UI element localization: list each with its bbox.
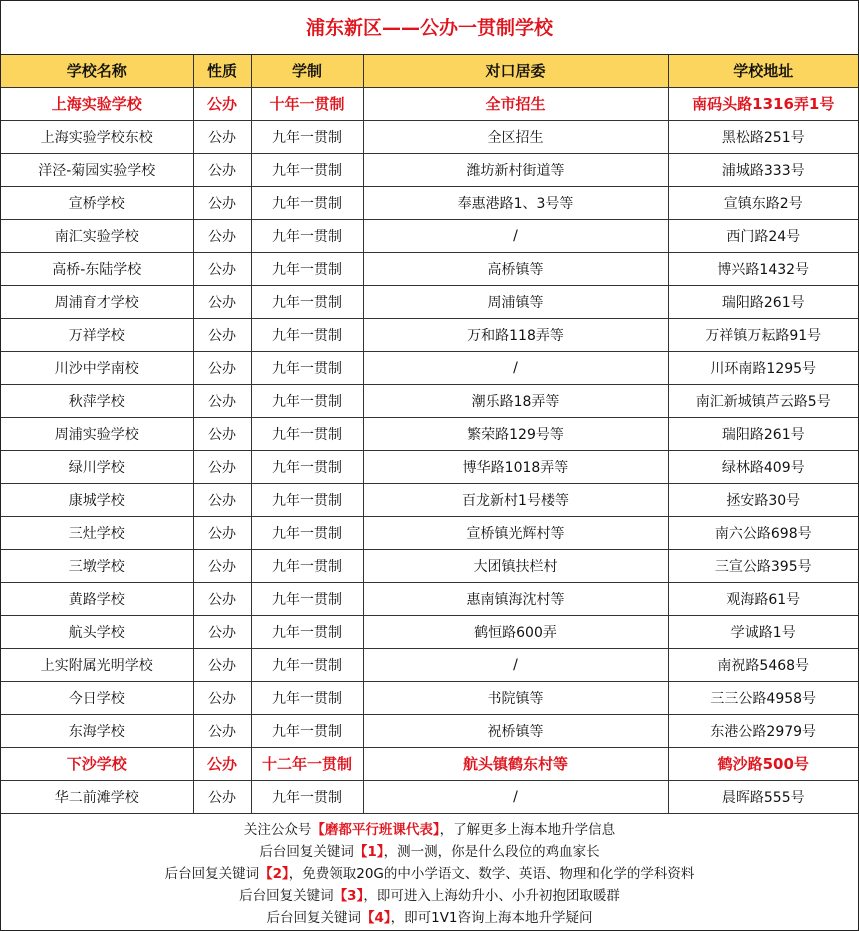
table-row (1, 318, 858, 351)
cell-type: 公办 (193, 648, 251, 681)
cell-address: 三宣公路395号 (668, 549, 858, 582)
cell-address: 瑞阳路261号 (668, 417, 858, 450)
header-system: 学制 (251, 55, 363, 87)
cell-district: 潮乐路18弄等 (363, 384, 668, 417)
cell-district: 高桥镇等 (363, 252, 668, 285)
cell-school-name: 华二前滩学校 (1, 780, 193, 813)
cell-system: 九年一贯制 (251, 120, 363, 153)
table-row (1, 615, 858, 648)
cell-system: 十年一贯制 (251, 87, 363, 120)
cell-type: 公办 (193, 252, 251, 285)
cell-address: 南祝路5468号 (668, 648, 858, 681)
cell-type: 公办 (193, 747, 251, 780)
cell-system: 九年一贯制 (251, 615, 363, 648)
footer-post: ，即可1V1咨询上海本地升学疑问 (390, 909, 593, 926)
cell-address: 西门路24号 (668, 219, 858, 252)
cell-school-name: 宣桥学校 (1, 186, 193, 219)
table-row (1, 417, 858, 450)
table-row (1, 549, 858, 582)
cell-district: 百龙新村1号楼等 (363, 483, 668, 516)
cell-district: 奉惠港路1、3号等 (363, 186, 668, 219)
cell-type: 公办 (193, 549, 251, 582)
cell-district: 书院镇等 (363, 681, 668, 714)
cell-school-name: 川沙中学南校 (1, 351, 193, 384)
cell-system: 九年一贯制 (251, 450, 363, 483)
footer-pre: 后台回复关键词 (239, 887, 334, 904)
cell-school-name: 下沙学校 (1, 747, 193, 780)
table-row (1, 186, 858, 219)
cell-type: 公办 (193, 87, 251, 120)
cell-district: / (363, 780, 668, 813)
footer-hl: 【1】 (353, 843, 384, 860)
cell-system: 九年一贯制 (251, 648, 363, 681)
cell-system: 九年一贯制 (251, 780, 363, 813)
cell-address: 黑松路251号 (668, 120, 858, 153)
cell-school-name: 康城学校 (1, 483, 193, 516)
cell-school-name: 上海实验学校 (1, 87, 193, 120)
cell-address: 瑞阳路261号 (668, 285, 858, 318)
cell-system: 十二年一贯制 (251, 747, 363, 780)
cell-system: 九年一贯制 (251, 252, 363, 285)
footer-line (1, 819, 858, 841)
cell-district: 万和路118弄等 (363, 318, 668, 351)
cell-district: 鹤恒路600弄 (363, 615, 668, 648)
footer-line (1, 863, 858, 885)
footer-hl: 【磨都平行班课代表】 (311, 821, 440, 838)
cell-school-name: 黄路学校 (1, 582, 193, 615)
cell-district: / (363, 351, 668, 384)
cell-type: 公办 (193, 516, 251, 549)
table-header-row (1, 55, 858, 87)
cell-type: 公办 (193, 219, 251, 252)
cell-address: 南码头路1316弄1号 (668, 87, 858, 120)
footer-post: ，免费领取20G的中小学语文、数学、英语、物理和化学的学科资料 (288, 865, 695, 882)
cell-school-name: 秋萍学校 (1, 384, 193, 417)
table-row (1, 153, 858, 186)
footer-hl: 【3】 (333, 887, 364, 904)
cell-system: 九年一贯制 (251, 516, 363, 549)
footer-pre: 后台回复关键词 (164, 865, 260, 882)
cell-type: 公办 (193, 417, 251, 450)
cell-system: 九年一贯制 (251, 417, 363, 450)
footer-line (1, 907, 858, 929)
table-row (1, 384, 858, 417)
cell-type: 公办 (193, 681, 251, 714)
table-row (1, 648, 858, 681)
cell-type: 公办 (193, 120, 251, 153)
cell-school-name: 绿川学校 (1, 450, 193, 483)
header-address: 学校地址 (668, 55, 858, 87)
cell-type: 公办 (193, 384, 251, 417)
cell-type: 公办 (193, 582, 251, 615)
cell-district: 宣桥镇光辉村等 (363, 516, 668, 549)
table-row (1, 120, 858, 153)
cell-type: 公办 (193, 714, 251, 747)
cell-system: 九年一贯制 (251, 153, 363, 186)
page-title: 浦东新区——公办一贯制学校 (1, 1, 858, 55)
school-table (1, 55, 858, 814)
cell-district: / (363, 648, 668, 681)
cell-school-name: 万祥学校 (1, 318, 193, 351)
cell-district: 博华路1018弄等 (363, 450, 668, 483)
cell-address: 川环南路1295号 (668, 351, 858, 384)
header-school-name: 学校名称 (1, 55, 193, 87)
cell-type: 公办 (193, 351, 251, 384)
cell-system: 九年一贯制 (251, 483, 363, 516)
footer-line (1, 885, 858, 907)
cell-address: 万祥镇万耘路91号 (668, 318, 858, 351)
footer-pre: 后台回复关键词 (259, 843, 354, 860)
footer-post: ，了解更多上海本地升学信息 (439, 821, 616, 838)
cell-district: 大团镇扶栏村 (363, 549, 668, 582)
cell-system: 九年一贯制 (251, 219, 363, 252)
cell-district: 繁荣路129号等 (363, 417, 668, 450)
cell-school-name: 高桥-东陆学校 (1, 252, 193, 285)
cell-school-name: 洋泾-菊园实验学校 (1, 153, 193, 186)
cell-school-name: 航头学校 (1, 615, 193, 648)
table-row (1, 252, 858, 285)
cell-type: 公办 (193, 318, 251, 351)
cell-address: 宣镇东路2号 (668, 186, 858, 219)
cell-type: 公办 (193, 450, 251, 483)
table-row (1, 516, 858, 549)
cell-system: 九年一贯制 (251, 285, 363, 318)
cell-district: 潍坊新村街道等 (363, 153, 668, 186)
table-row (1, 681, 858, 714)
footer-line (1, 841, 858, 863)
cell-type: 公办 (193, 615, 251, 648)
cell-district: 全区招生 (363, 120, 668, 153)
table-row (1, 582, 858, 615)
cell-address: 鹤沙路500号 (668, 747, 858, 780)
cell-system: 九年一贯制 (251, 384, 363, 417)
cell-school-name: 上海实验学校东校 (1, 120, 193, 153)
cell-school-name: 东海学校 (1, 714, 193, 747)
cell-district: 周浦镇等 (363, 285, 668, 318)
cell-address: 南汇新城镇芦云路5号 (668, 384, 858, 417)
footer-notes (1, 814, 858, 929)
cell-address: 南六公路698号 (668, 516, 858, 549)
cell-system: 九年一贯制 (251, 318, 363, 351)
cell-address: 晨晖路555号 (668, 780, 858, 813)
table-row (1, 483, 858, 516)
cell-school-name: 周浦育才学校 (1, 285, 193, 318)
cell-district: / (363, 219, 668, 252)
cell-type: 公办 (193, 186, 251, 219)
cell-system: 九年一贯制 (251, 549, 363, 582)
cell-school-name: 今日学校 (1, 681, 193, 714)
table-row (1, 351, 858, 384)
table-row (1, 285, 858, 318)
cell-address: 拯安路30号 (668, 483, 858, 516)
table-row (1, 714, 858, 747)
cell-address: 浦城路333号 (668, 153, 858, 186)
table-row (1, 219, 858, 252)
table-row (1, 450, 858, 483)
cell-type: 公办 (193, 780, 251, 813)
cell-system: 九年一贯制 (251, 681, 363, 714)
footer-hl: 【2】 (259, 865, 289, 882)
cell-school-name: 上实附属光明学校 (1, 648, 193, 681)
cell-system: 九年一贯制 (251, 582, 363, 615)
header-district: 对口居委 (363, 55, 668, 87)
header-type: 性质 (193, 55, 251, 87)
cell-school-name: 三墩学校 (1, 549, 193, 582)
cell-type: 公办 (193, 483, 251, 516)
cell-address: 三三公路4958号 (668, 681, 858, 714)
cell-school-name: 南汇实验学校 (1, 219, 193, 252)
footer-pre: 后台回复关键词 (266, 909, 361, 926)
cell-address: 博兴路1432号 (668, 252, 858, 285)
cell-address: 观海路61号 (668, 582, 858, 615)
cell-district: 全市招生 (363, 87, 668, 120)
cell-type: 公办 (193, 285, 251, 318)
cell-system: 九年一贯制 (251, 714, 363, 747)
cell-address: 东港公路2979号 (668, 714, 858, 747)
table-row (1, 780, 858, 813)
cell-system: 九年一贯制 (251, 186, 363, 219)
footer-pre: 关注公众号 (243, 821, 312, 838)
cell-address: 学诚路1号 (668, 615, 858, 648)
cell-type: 公办 (193, 153, 251, 186)
cell-school-name: 三灶学校 (1, 516, 193, 549)
footer-hl: 【4】 (360, 909, 391, 926)
cell-district: 航头镇鹤东村等 (363, 747, 668, 780)
footer-post: ，即可进入上海幼升小、小升初抱团取暖群 (363, 887, 620, 904)
footer-post: ，测一测，你是什么段位的鸡血家长 (383, 843, 600, 860)
table-row (1, 747, 858, 780)
cell-district: 祝桥镇等 (363, 714, 668, 747)
cell-system: 九年一贯制 (251, 351, 363, 384)
cell-district: 惠南镇海沈村等 (363, 582, 668, 615)
table-row (1, 87, 858, 120)
cell-address: 绿林路409号 (668, 450, 858, 483)
cell-school-name: 周浦实验学校 (1, 417, 193, 450)
